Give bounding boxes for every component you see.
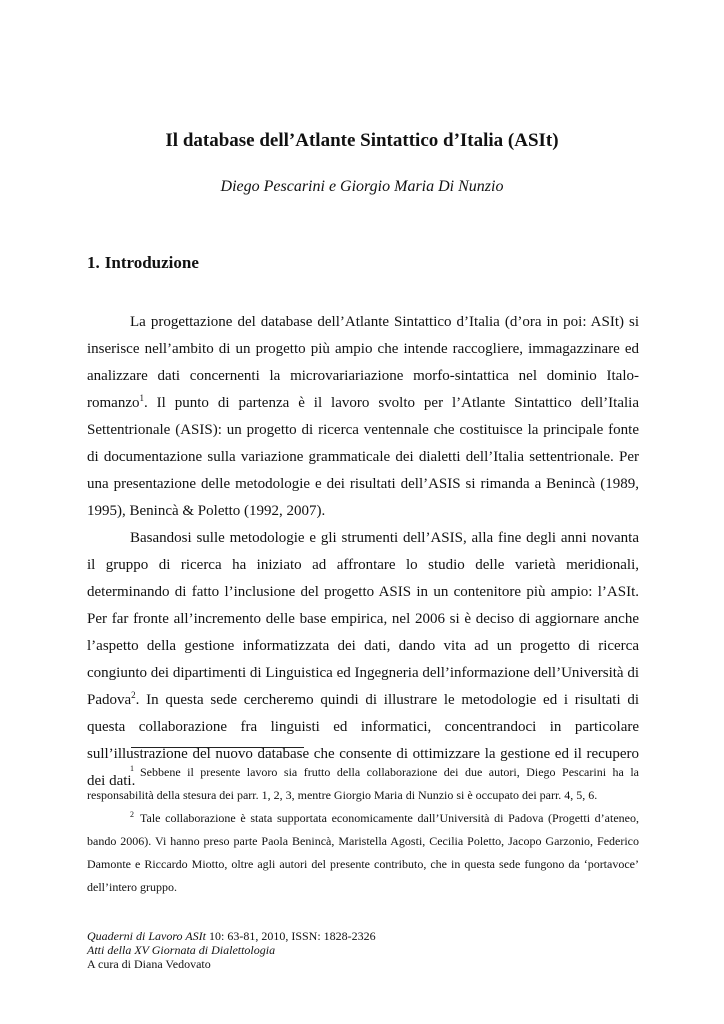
footnote-text: Tale collaborazione è stata supportata economicamente dall’Università di Padova (Progetti d’ateneo, bando 2006). Vi hanno preso parte Paola Benincà, Maristella Agosti, Cecilia Poletto, Jacopo Garzonio, Federico Damonte e Riccardo Miotto, oltre agli autori del presente contributo, che in questa sede fungono da ‘portavoce’ dell’intero gruppo.: [87, 811, 639, 894]
paragraph-text: Basandosi sulle metodologie e gli strumenti dell’ASIS, alla fine degli anni novanta il gruppo di ricerca ha iniziato ad affrontare lo studio delle varietà meridionali, determinando di fatto l’inclusione del progetto ASIS in un contenitore più ampio: l’ASIt. Per far fronte all’incremento delle base empirica, nel 2006 si è deciso di aggiornare anche l’aspetto della gestione informatizzata dei dati, dando vita ad un progetto di ricerca congiunto dei dipartimenti di Linguistica ed Ingegneria dell’informazione dell’Università di Padova: [87, 530, 639, 708]
footnote-text: Sebbene il presente lavoro sia frutto della collaborazione dei due autori, Diego Pescarini ha la responsabilità della stesura dei parr. 1, 2, 3, mentre Giorgio Maria di Nunzio si è occupato dei parr. 4, 5, 6.: [87, 765, 639, 802]
journal-details: 10: 63-81, 2010, ISSN: 1828-2326: [206, 929, 376, 943]
footnote-ref: 1: [139, 393, 144, 403]
paper-title: Il database dell’Atlante Sintattico d’Italia (ASIt): [165, 130, 559, 151]
footnote: [87, 761, 639, 807]
body-text: [87, 309, 639, 795]
footnote-divider: [131, 747, 304, 748]
paper-authors: Diego Pescarini e Giorgio Maria Di Nunzio: [220, 178, 504, 195]
page-footer: [87, 929, 376, 971]
paragraph-text: . In questa sede cercheremo quindi di illustrare le metodologie ed i risultati di questa collaborazione fra linguisti ed informatici, concentrandoci in particolare sull’illustrazione del nuovo database che consente di ottimizzare la gestione ed il recupero dei dati.: [87, 692, 639, 789]
footnote-ref: 2: [131, 690, 136, 700]
paragraph: [87, 309, 639, 525]
journal-citation: [87, 929, 376, 943]
editor-line: A cura di Diana Vedovato: [87, 957, 211, 971]
journal-name: Quaderni di Lavoro ASIt: [87, 929, 206, 943]
paragraph: [87, 525, 639, 795]
section-number: 1.: [87, 253, 100, 272]
footnotes: [87, 761, 639, 899]
footnote-marker: 1: [130, 764, 134, 773]
footnote: [87, 807, 639, 899]
section-heading: [87, 252, 199, 274]
proceedings-line: Atti della XV Giornata di Dialettologia: [87, 943, 276, 957]
paragraph-text: . Il punto di partenza è il lavoro svolto per l’Atlante Sintattico dell’Italia Settentrionale (ASIS): un progetto di ricerca ventennale che costituisce la principale fonte di documentazione sulla variazione grammaticale dei dialetti dell’Italia settentrionale. Per una presentazione delle metodologie e dei risultati dell’ASIS si rimanda a Benincà (1989, 1995), Benincà & Poletto (1992, 2007).: [87, 395, 639, 519]
paragraph-text: La progettazione del database dell’Atlante Sintattico d’Italia (d’ora in poi: ASIt) si inserisce nell’ambito di un progetto più ampio che intende raccogliere, immagazzinare ed analizzare dati concernenti la microvariariazione morfo-sintattica nel dominio Italo-romanzo: [87, 314, 639, 411]
footnote-marker: 2: [130, 810, 134, 819]
section-title: Introduzione: [104, 253, 199, 272]
